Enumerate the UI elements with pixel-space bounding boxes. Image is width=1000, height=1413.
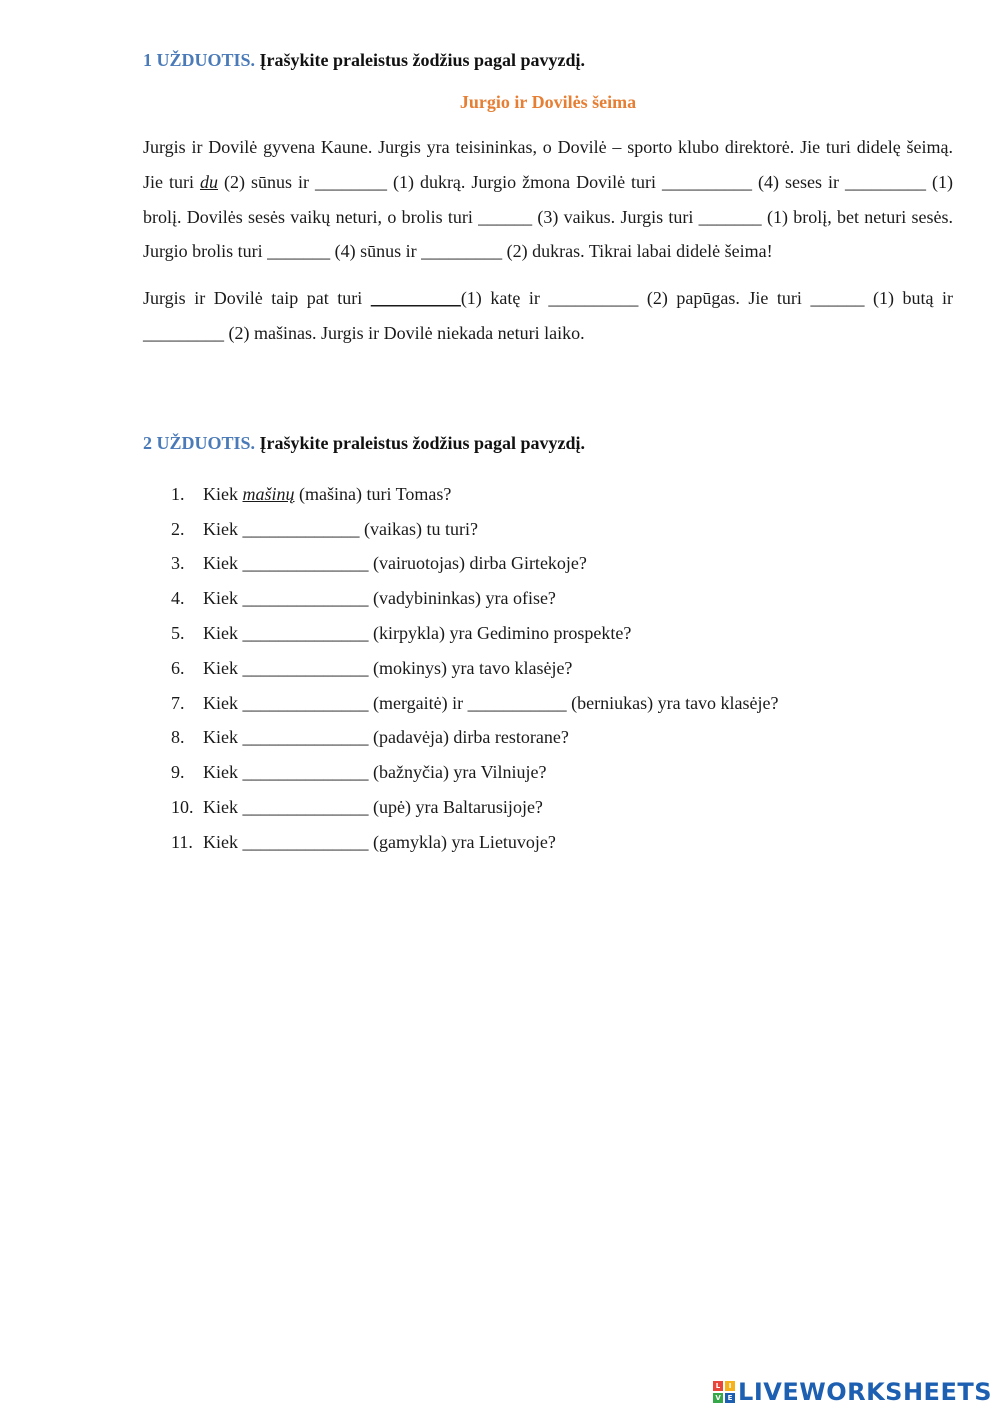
question-number: 3. [171, 553, 185, 574]
question-text[interactable]: Kiek ______________ (bažnyčia) yra Vilniuje? [203, 762, 547, 783]
question-text[interactable]: Kiek _____________ (vaikas) tu turi? [203, 518, 478, 539]
liveworksheets-logo [713, 1377, 992, 1407]
logo-square: I [725, 1381, 735, 1391]
question-item [171, 581, 953, 616]
question-item [171, 755, 953, 790]
question-item-example [171, 477, 953, 512]
question-text[interactable]: Kiek ______________ (vadybininkas) yra ofise? [203, 588, 556, 609]
logo-square: V [713, 1393, 723, 1403]
logo-text: LIVEWORKSHEETS [738, 1378, 992, 1406]
answer-blank[interactable]: __________ [370, 288, 461, 309]
question-text[interactable]: Kiek ______________ (padavėja) dirba restorane? [203, 727, 569, 748]
question-suffix: (mašina) turi Tomas? [294, 483, 452, 504]
question-number: 1. [171, 483, 185, 504]
question-number: 7. [171, 692, 185, 713]
question-number: 5. [171, 622, 185, 643]
question-text[interactable]: Kiek ______________ (mergaitė) ir ___________ (berniukas) yra tavo klasėje? [203, 692, 779, 713]
paragraph-2-text-end: (1) katę ir __________ (2) papūgas. Jie turi ______ (1) butą ir _________ (2) mašinas. Jurgis ir Dovilė niekada neturi laiko. [143, 288, 953, 343]
question-item [171, 546, 953, 581]
question-item [171, 616, 953, 651]
task1-heading [143, 46, 953, 74]
question-text[interactable]: Kiek ______________ (kirpykla) yra Gedimino prospekte? [203, 622, 632, 643]
question-number: 11. [171, 831, 193, 852]
question-number: 2. [171, 518, 185, 539]
task1-instruction: Įrašykite praleistus žodžius pagal pavyzdį. [259, 50, 586, 70]
logo-square: L [713, 1381, 723, 1391]
question-number: 10. [171, 796, 194, 817]
question-prefix: Kiek [203, 483, 243, 504]
paragraph-1-text-start: Jurgis ir Dovilė gyvena Kaune. Jurgis yra teisininkas, o Dovilė – sporto klubo direktorė. Jie turi didelę šeimą. Jie turi [143, 137, 953, 192]
task2-instruction: Įrašykite praleistus žodžius pagal pavyzdį. [259, 432, 586, 453]
question-item [171, 720, 953, 755]
question-number: 4. [171, 588, 185, 609]
example-answer: mašinų [242, 483, 295, 504]
logo-icon [713, 1381, 735, 1403]
question-list [143, 477, 953, 860]
logo-square: E [725, 1393, 735, 1403]
task1-label: 1 UŽDUOTIS. [143, 50, 256, 70]
paragraph-1-text-end: (2) sūnus ir ________ (1) dukrą. Jurgio žmona Dovilė turi __________ (4) seses ir _________ (1) brolį. Dovilės sesės vaikų neturi, o brolis turi ______ (3) vaikus. Jurgis turi _______ (1) brolį, bet neturi sesės. Jurgio brolis turi _______ (4) sūnus ir _________ (2) dukras. Tikrai labai didelė šeima! [143, 171, 953, 262]
task2-label: 2 UŽDUOTIS. [143, 432, 256, 453]
question-item [171, 651, 953, 686]
question-number: 9. [171, 762, 185, 783]
story-paragraph-2 [143, 281, 953, 351]
question-item [171, 512, 953, 547]
question-text[interactable]: Kiek ______________ (mokinys) yra tavo klasėje? [203, 657, 573, 678]
story-title: Jurgio ir Dovilės šeima [459, 92, 637, 112]
question-text[interactable]: Kiek ______________ (vairuotojas) dirba Girtekoje? [203, 553, 587, 574]
example-answer: du [199, 171, 218, 192]
question-item [171, 825, 953, 860]
question-item [171, 686, 953, 721]
question-item [171, 790, 953, 825]
paragraph-2-text-start: Jurgis ir Dovilė taip pat turi [143, 288, 371, 309]
worksheet-page [143, 46, 953, 860]
task2-heading [143, 429, 953, 457]
question-text[interactable]: Kiek ______________ (upė) yra Baltarusijoje? [203, 796, 543, 817]
question-number: 8. [171, 727, 185, 748]
question-text[interactable]: Kiek ______________ (gamykla) yra Lietuvoje? [203, 831, 556, 852]
question-number: 6. [171, 657, 185, 678]
story-paragraph-1 [143, 130, 953, 269]
